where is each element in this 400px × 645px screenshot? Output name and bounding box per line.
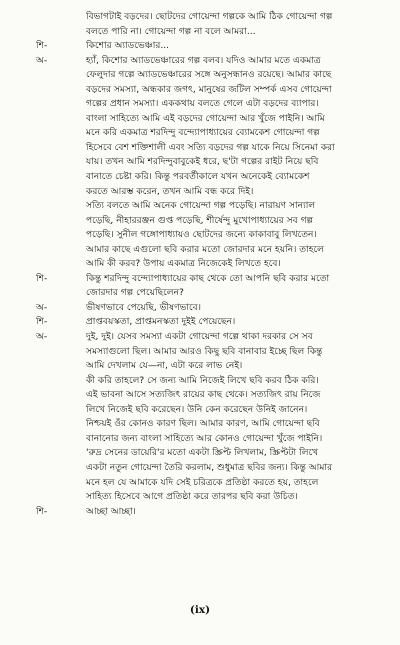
dialogue-text <box>86 54 378 272</box>
text-line: সমস্যাগুলো ছিল। আমার আরও কিছু ছবি বানাবার ইচ্ছে ছিল কিন্তু <box>86 346 323 357</box>
speaker-label: শি- <box>36 317 48 328</box>
page-number: (ix) <box>189 604 211 616</box>
dialogue-block <box>36 315 378 330</box>
text-line: মনে হল যে আমাকে যদি সেই চরিত্রকে প্রতিষ্ঠা করতে হয়, তাহলে <box>86 477 319 488</box>
text-line: আমি দেখলাম যে—না, এটা করে লাভ নেই। <box>86 361 243 372</box>
dialogue-text <box>86 505 378 520</box>
text-line: বানানোর জন্য বাংলা সাহিত্যে আর কোনও গোয়েন্দা খুঁজে পাইনি। <box>86 433 323 444</box>
dialogue-block <box>36 39 378 54</box>
text-line: 'রুদ্র সেনের ডায়েরি'র মতো একটা স্ক্রিপ্ট লিখলাম, স্ক্রিপ্টটা লিখে <box>86 448 319 459</box>
text-line: বাংলা সাহিত্যে আমি এই বড়দের গোয়েন্দা আর খুঁজে পাইনি। আমি <box>86 113 325 124</box>
dialogue-block <box>36 330 378 505</box>
dialogue-block <box>36 10 378 39</box>
text-line: বিভাগটাই বড়দের। ছোটদের গোয়েন্দা গল্পকে আমি ঠিক গোয়েন্দা গল্প <box>86 12 333 22</box>
text-line: আমি কী করব? উপায় একমাত্র নিজেকেই লিখতে হবে। <box>86 259 281 270</box>
text-line: নিশ্চয়ই ওঁর কোনও কারণ ছিল। আমার কারণ, আমি গোয়েন্দা ছবি <box>86 419 320 430</box>
text-line: করতে আরম্ভ করেন, তখন আমি বন্ধ করে দিই। <box>86 186 254 197</box>
dialogue-block <box>36 272 378 301</box>
text-line: পড়েছি, নীহাররঞ্জন গুপ্ত পড়েছি, শীর্ষেন্দু মুখোপাধ্যায়ের সব গল্প <box>86 215 314 226</box>
text-line: সাহিত্য হিসেবে আগে প্রতিষ্ঠা করে তারপর ছবি করা উচিত। <box>86 492 298 503</box>
text-line: হ্যাঁ, কিশোর অ্যাডভেঞ্চারের গল্প বলব। যদিও আমার মতে একমাত্র <box>86 55 321 66</box>
text-line: কিন্তু শরদিন্দু বন্দ্যোপাধ্যায়ের কাছ থেকে তো আপনি ছবি করার মতো <box>86 273 330 284</box>
text-line: ফেলুদার গল্পে অ্যাডভেঞ্চারের সঙ্গে অনুসন্ধানও রয়েছে। আমার কাছে <box>86 70 332 81</box>
text-line: কী করি তাহলে? সে জন্য আমি নিজেই লিখে ছবি করব ঠিক করি। <box>86 375 319 386</box>
text-line: বড়দের সমস্যা, অন্ধকার জগৎ, মানুষের জটিল সম্পর্ক এসব গোয়েন্দা <box>86 84 332 95</box>
text-line: আমার কাছে এগুলো ছবি করার মতো জোরদার মনে হয়নি। তাহলে <box>86 244 324 255</box>
speaker-label: শি- <box>36 273 48 284</box>
dialogue-text <box>86 330 378 505</box>
text-line: এই ভাবনা আসে সত্যজিৎ রায়ের কাছ থেকে। সত্যজিৎ রায় নিজে <box>86 390 321 401</box>
speaker-label: অ- <box>36 55 48 66</box>
text-line: হিসেবে বেশ শক্তিশালী এবং সত্যি বড়দের গল্প যাকে নিয়ে সিনেমা করা <box>86 142 335 153</box>
speaker-label: শি- <box>36 41 48 52</box>
speaker-label: অ- <box>36 332 48 343</box>
text-line: যায়। তখন আমি শরদিন্দুবাবুকেই ধরে, ছ'টা গল্পের রাইট নিয়ে ছবি <box>86 157 319 168</box>
text-line: গল্পের প্রধান সমস্যা। এককথায় বলতে গেলে এটা বড়দের ব্যাপার। <box>86 99 319 110</box>
text-line: মনে করি একমাত্র শরদিন্দু বন্দ্যোপাধ্যায়ের ব্যোমকেশ গোয়েন্দা গল্প <box>86 128 320 139</box>
text-line: বানাতে চেষ্টা করি। কিন্তু পরবর্তীকালে যখন অনেকেই ব্যোমকেশ <box>86 172 310 183</box>
dialogue-text <box>86 10 378 39</box>
text-line: কিশোর অ্যাডভেঞ্চার... <box>86 41 170 52</box>
text-line: সত্যি বলতে আমি অনেক গোয়েন্দা গল্প পড়েছি। নারায়ণ সান্যাল <box>86 201 316 212</box>
speaker-label: অ- <box>36 302 48 313</box>
text-line: পড়েছি। সুনীল গঙ্গোপাধ্যায়ও ছোটদের জন্যে কাকাবাবু লিখতেন। <box>86 230 317 241</box>
text-line: দুই, দুই। যেসব সমস্যা একটা গোয়েন্দা গল্পে থাকা দরকার সে সব <box>86 332 313 343</box>
speaker-label: শি- <box>36 506 48 517</box>
dialogue-text <box>86 301 378 316</box>
dialogue-block <box>36 505 378 520</box>
text-line: প্রাপ্তবয়স্কতা, প্রাপ্তমনস্কতা দুইই পেয়েছেন। <box>86 317 236 328</box>
text-line: একটা নতুন গোয়েন্দা তৈরি করলাম, শুধুমাত্র ছবির জন্য। কিন্তু আমার <box>86 462 333 473</box>
dialogue-block <box>36 54 378 272</box>
dialogue-text <box>86 315 378 330</box>
dialogue-block <box>36 301 378 316</box>
dialogue-text <box>86 39 378 54</box>
text-line: আচ্ছা আচ্ছা। <box>86 506 136 517</box>
text-line: লিখে নিজেই ছবি করেছেন। উনি কেন করেছেন উনিই জানেন। <box>86 404 308 415</box>
text-line: বলতে পারি না। গোয়েন্দা গল্প না বলে আমরা... <box>86 26 256 37</box>
text-line: ভীষণভাবে পেয়েছি, ভীষণভাবে। <box>86 302 201 313</box>
interview-dialogue <box>36 10 378 519</box>
dialogue-text <box>86 272 378 301</box>
text-line: জোরদার গল্প পেয়েছিলেন? <box>86 288 184 299</box>
